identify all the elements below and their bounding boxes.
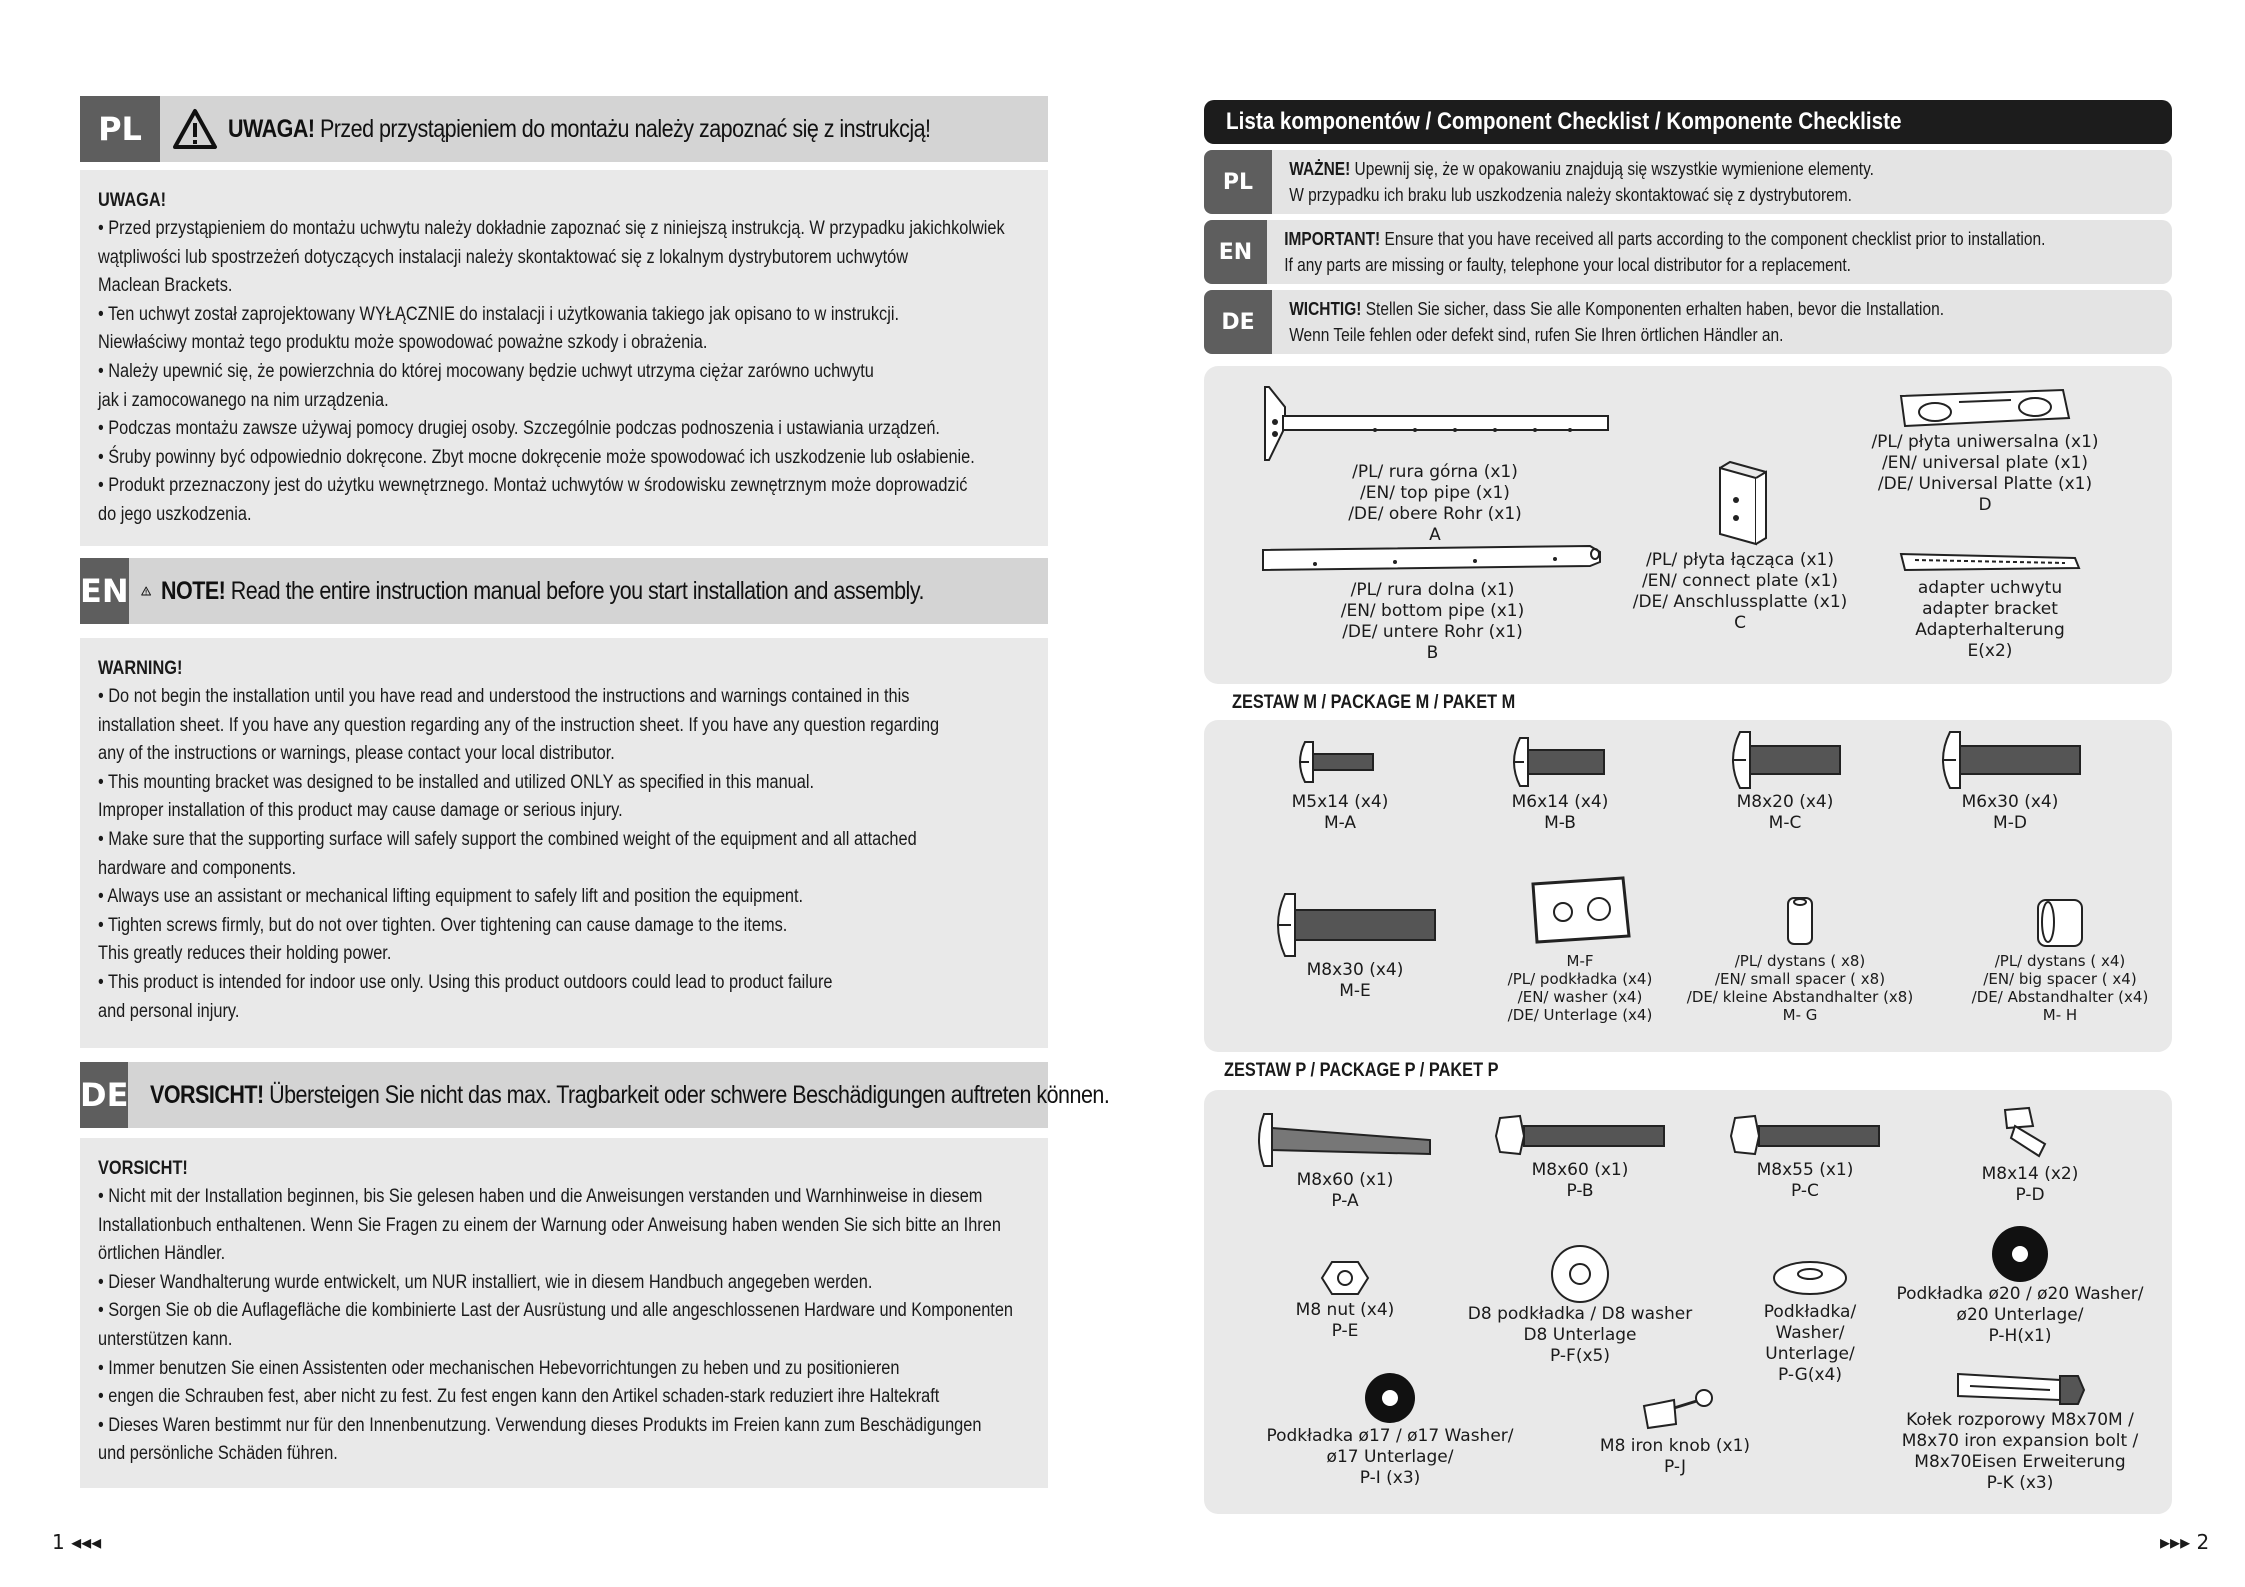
hex-bolt-icon	[1490, 1110, 1670, 1160]
notice-de	[1204, 290, 2172, 354]
black-washer-icon	[1985, 1224, 2055, 1284]
connect-plate-icon	[1700, 460, 1780, 550]
screw-icon	[1265, 890, 1445, 960]
part-p-j	[1575, 1388, 1775, 1478]
cup-washer-icon	[1770, 1256, 1850, 1302]
expansion-bolt-icon	[1950, 1366, 2090, 1410]
pl-header-text: UWAGA! Przed przystąpieniem do montażu należy zapoznać się z instrukcją!	[228, 114, 931, 143]
short-bolt-icon	[1995, 1104, 2065, 1164]
part-m-g-label: /PL/ dystans ( x8) /EN/ small spacer ( x8) /DE/ kleine Abstandhalter (x8) M- G	[1686, 952, 1914, 1024]
part-p-g	[1740, 1256, 1880, 1386]
part-p-e	[1290, 1256, 1400, 1342]
part-p-a-label: M8x60 (x1) P-A	[1296, 1170, 1394, 1211]
en-header-text: NOTE! Read the entire instruction manual before you start installation and assembly.	[160, 576, 924, 605]
notice-en-text: IMPORTANT! Ensure that you have received all parts according to the component checklist prior to installation. If any parts are missing or faulty, telephone your local distributor for a replacement.	[1284, 229, 2046, 275]
part-a-label: /PL/ rura górna (x1) /EN/ top pipe (x1) /DE/ obere Rohr (x1) A	[1348, 462, 1522, 545]
pl-warning-header	[80, 96, 1048, 162]
page-number-left: 1 ◂◂◂	[52, 1530, 102, 1554]
part-c-label: /PL/ płyta łącząca (x1) /EN/ connect plate (x1) /DE/ Anschlussplatte (x1) C	[1632, 550, 1848, 633]
pl-warning-title: UWAGA!	[98, 190, 167, 211]
pl-warning-body	[80, 170, 1048, 546]
en-warning-title: WARNING!	[98, 658, 183, 679]
part-m-g	[1680, 892, 1920, 1024]
part-d-universal-plate	[1850, 382, 2120, 516]
adapter-bracket-icon	[1895, 548, 2085, 578]
bottom-pipe-icon	[1255, 540, 1610, 580]
part-p-g-label: Podkładka/ Washer/ Unterlage/ P-G(x4)	[1763, 1302, 1857, 1385]
de-header-text: VORSICHT! Übersteigen Sie nicht das max. Tragbarkeit oder schwere Beschädigungen auftreten können.	[150, 1080, 1110, 1109]
part-p-k	[1880, 1366, 2160, 1494]
package-p-title: ZESTAW P / PACKAGE P / PAKET P	[1224, 1060, 1499, 1081]
notice-de-text: WICHTIG! Stellen Sie sicher, dass Sie alle Komponenten erhalten haben, bevor die Installation. Wenn Teile fehlen oder defekt sind, rufen Sie Ihren örtlichen Händler an.	[1289, 299, 1945, 345]
part-p-i-label: Podkładka ø17 / ø17 Washer/ ø17 Unterlage/ P-I (x3)	[1266, 1426, 1514, 1488]
de-warning-text: • Nicht mit der Installation beginnen, bis Sie gelesen haben und die Anweisungen verstanden und Warnhinweise in diesem Installationbuch enthaltenen. Wenn Sie Fragen zu einem der Warnung oder Anweisung haben wenden Sie sich bitte an Ihren örtlichen Händler. • Dieser Wandhalterung wurde entwickelt, um NUR installiert, wie in diesem Handbuch angegeben werden. • Sorgen Sie ob die Auflagefläche die kombinierte Last der Ausrüstung und alle angeschlossenen Hardware und Komponenten unterstützen kann. • Immer benutzen Sie einen Assistenten oder mechanischen Hebevorrichtungen zu heben und zu positionieren • engen die Schrauben fest, aber nicht zu fest. Zu fest engen kann den Artikel schaden-stark reduziert ihre Haltekraft • Dieses Waren bestimmt nur für den Innenbenutzung. Verwendung dieses Produkts im Freien kann zum Beschädigungen und persönliche Schäden führen.	[98, 1186, 1014, 1465]
part-m-c	[1700, 728, 1870, 834]
part-p-f-label: D8 podkładka / D8 washer D8 Unterlage P-F(x5)	[1467, 1304, 1693, 1366]
part-m-b-label: M6x14 (x4) M-B	[1511, 792, 1609, 833]
part-p-d	[1945, 1104, 2115, 1206]
pl-warning-text: • Przed przystąpieniem do montażu uchwytu należy dokładnie zapoznać się z niniejszą instrukcją. W przypadku jakichkolwiek wątpliwości lub spostrzeżeń dotyczących instalacji należy skontaktować się z lokalnym dystrybutorem uchwytów Maclean Brackets. • Ten uchwyt został zaprojektowany WYŁĄCZNIE do instalacji i użytkowania takiego jak opisano to w instrukcji. Niewłaściwy montaż tego produktu może spowodować poważne szkody i obrażenia. • Należy upewnić się, że powierzchnia do której mocowany będzie uchwyt utrzyma ciężar zarówno uchwytu jak i zamocowanego na nim urządzenia. • Podczas montażu zawsze używaj pomocy drugiej osoby. Szczególnie podczas podnoszenia i ustawiania urządzeń. • Śruby powinny być odpowiednio dokręcone. Zbyt mocne dokręcenie może spowodować ich uszkodzenie lub osłabienie. • Produkt przeznaczony jest do użytku wewnętrznego. Montaż uchwytów w środowisku zewnętrznym może doprowadzić do jego uszkodzenia.	[98, 218, 1005, 525]
part-m-d	[1915, 728, 2105, 834]
part-m-e	[1260, 890, 1450, 1002]
part-b-label: /PL/ rura dolna (x1) /EN/ bottom pipe (x1) /DE/ untere Rohr (x1) B	[1340, 580, 1525, 663]
notice-pl-text: WAŻNE! Upewnij się, że w opakowaniu znajdują się wszystkie wymienione elementy. W przypadku ich braku lub uszkodzenia należy skontaktować się z dystrybutorem.	[1289, 159, 1874, 205]
en-warning-body	[80, 638, 1048, 1048]
part-m-c-label: M8x20 (x4) M-C	[1736, 792, 1834, 833]
part-b-bottom-pipe	[1255, 540, 1610, 664]
de-warning-header	[80, 1062, 1110, 1128]
part-c-connect-plate	[1625, 460, 1855, 634]
de-warning-title: VORSICHT!	[98, 1158, 188, 1179]
notice-pl	[1204, 150, 2172, 214]
part-p-b	[1480, 1110, 1680, 1202]
de-lang-tab: DE	[80, 1062, 128, 1128]
part-p-c-label: M8x55 (x1) P-C	[1756, 1160, 1854, 1201]
part-m-d-label: M6x30 (x4) M-D	[1961, 792, 2059, 833]
carriage-bolt-icon	[1250, 1110, 1440, 1170]
part-m-a-label: M5x14 (x4) M-A	[1291, 792, 1389, 833]
part-p-h-label: Podkładka ø20 / ø20 Washer/ ø20 Unterlage/ P-H(x1)	[1896, 1284, 2144, 1346]
part-m-e-label: M8x30 (x4) M-E	[1306, 960, 1404, 1001]
notice-de-tab: DE	[1204, 290, 1272, 354]
part-p-e-label: M8 nut (x4) P-E	[1295, 1300, 1395, 1341]
en-lang-tab: EN	[80, 558, 129, 624]
part-m-b	[1480, 732, 1640, 834]
part-e-adapter-bracket	[1870, 548, 2110, 662]
de-warning-body	[80, 1138, 1048, 1488]
screw-icon	[1720, 728, 1850, 792]
top-pipe-icon	[1255, 382, 1615, 462]
part-p-h	[1880, 1224, 2160, 1347]
black-washer-icon	[1360, 1372, 1420, 1426]
part-d-label: /PL/ płyta uniwersalna (x1) /EN/ universal plate (x1) /DE/ Universal Platte (x1) D	[1871, 432, 2099, 515]
part-p-c	[1715, 1110, 1895, 1202]
screw-icon	[1285, 732, 1395, 792]
package-m-title: ZESTAW M / PACKAGE M / PAKET M	[1232, 692, 1516, 713]
part-p-i	[1250, 1372, 1530, 1489]
hex-bolt-icon	[1725, 1110, 1885, 1160]
en-warning-text: • Do not begin the installation until you have read and understood the instructions and warnings contained in this installation sheet. If you have any question regarding any of the instruction sheet. If you have any question regarding any of the instructions or warnings, please contact your local distributor. • This mounting bracket was designed to be installed and utilized ONLY as specified in this manual. Improper installation of this product may cause damage or serious injury. • Make sure that the supporting surface will safely support the combined weight of the equipment and all attached hardware and components. • Always use an assistant or mechanical lifting equipment to safely lift and position the equipment. • Tighten screws firmly, but do not over tighten. Over tightening can cause damage to the items. This greatly reduces their holding power. • This product is intended for indoor use only. Using this product outdoors could lead to product failure and personal injury.	[98, 686, 940, 1022]
notice-pl-tab: PL	[1204, 150, 1272, 214]
part-p-d-label: M8x14 (x2) P-D	[1981, 1164, 2079, 1205]
part-p-a	[1250, 1110, 1440, 1212]
warning-triangle-icon	[172, 108, 218, 150]
en-warning-header	[80, 558, 1048, 624]
washer-icon	[1545, 1244, 1615, 1304]
part-m-a	[1260, 732, 1420, 834]
notice-en	[1204, 220, 2172, 284]
warning-triangle-icon	[141, 570, 151, 612]
pl-lang-tab: PL	[80, 96, 160, 162]
screw-icon	[1500, 732, 1620, 792]
part-m-f	[1490, 872, 1670, 1024]
nut-icon	[1320, 1256, 1370, 1300]
screw-icon	[1930, 728, 2090, 792]
notice-en-tab: EN	[1204, 220, 1267, 284]
big-spacer-icon	[2030, 892, 2090, 952]
part-a-top-pipe	[1255, 382, 1615, 546]
part-m-h	[1950, 892, 2170, 1024]
washer-plate-icon	[1525, 872, 1635, 952]
part-p-f	[1450, 1244, 1710, 1367]
page-number-right: ▸▸▸ 2	[2160, 1530, 2210, 1554]
part-p-b-label: M8x60 (x1) P-B	[1531, 1160, 1629, 1201]
small-spacer-icon	[1780, 892, 1820, 952]
part-e-label: adapter uchwytu adapter bracket Adapterhalterung E(x2)	[1915, 578, 2065, 661]
universal-plate-icon	[1895, 382, 2075, 432]
part-m-h-label: /PL/ dystans ( x4) /EN/ big spacer ( x4) /DE/ Abstandhalter (x4) M- H	[1971, 952, 2149, 1024]
component-checklist-header: Lista komponentów / Component Checklist / Komponente Checkliste	[1204, 100, 2172, 144]
iron-knob-icon	[1630, 1388, 1720, 1436]
part-m-f-label: M-F /PL/ podkładka (x4) /EN/ washer (x4) /DE/ Unterlage (x4)	[1507, 952, 1653, 1024]
part-p-k-label: Kołek rozporowy M8x70M / M8x70 iron expansion bolt / M8x70Eisen Erweiterung P-K (x3)	[1901, 1410, 2139, 1493]
part-p-j-label: M8 iron knob (x1) P-J	[1599, 1436, 1751, 1477]
